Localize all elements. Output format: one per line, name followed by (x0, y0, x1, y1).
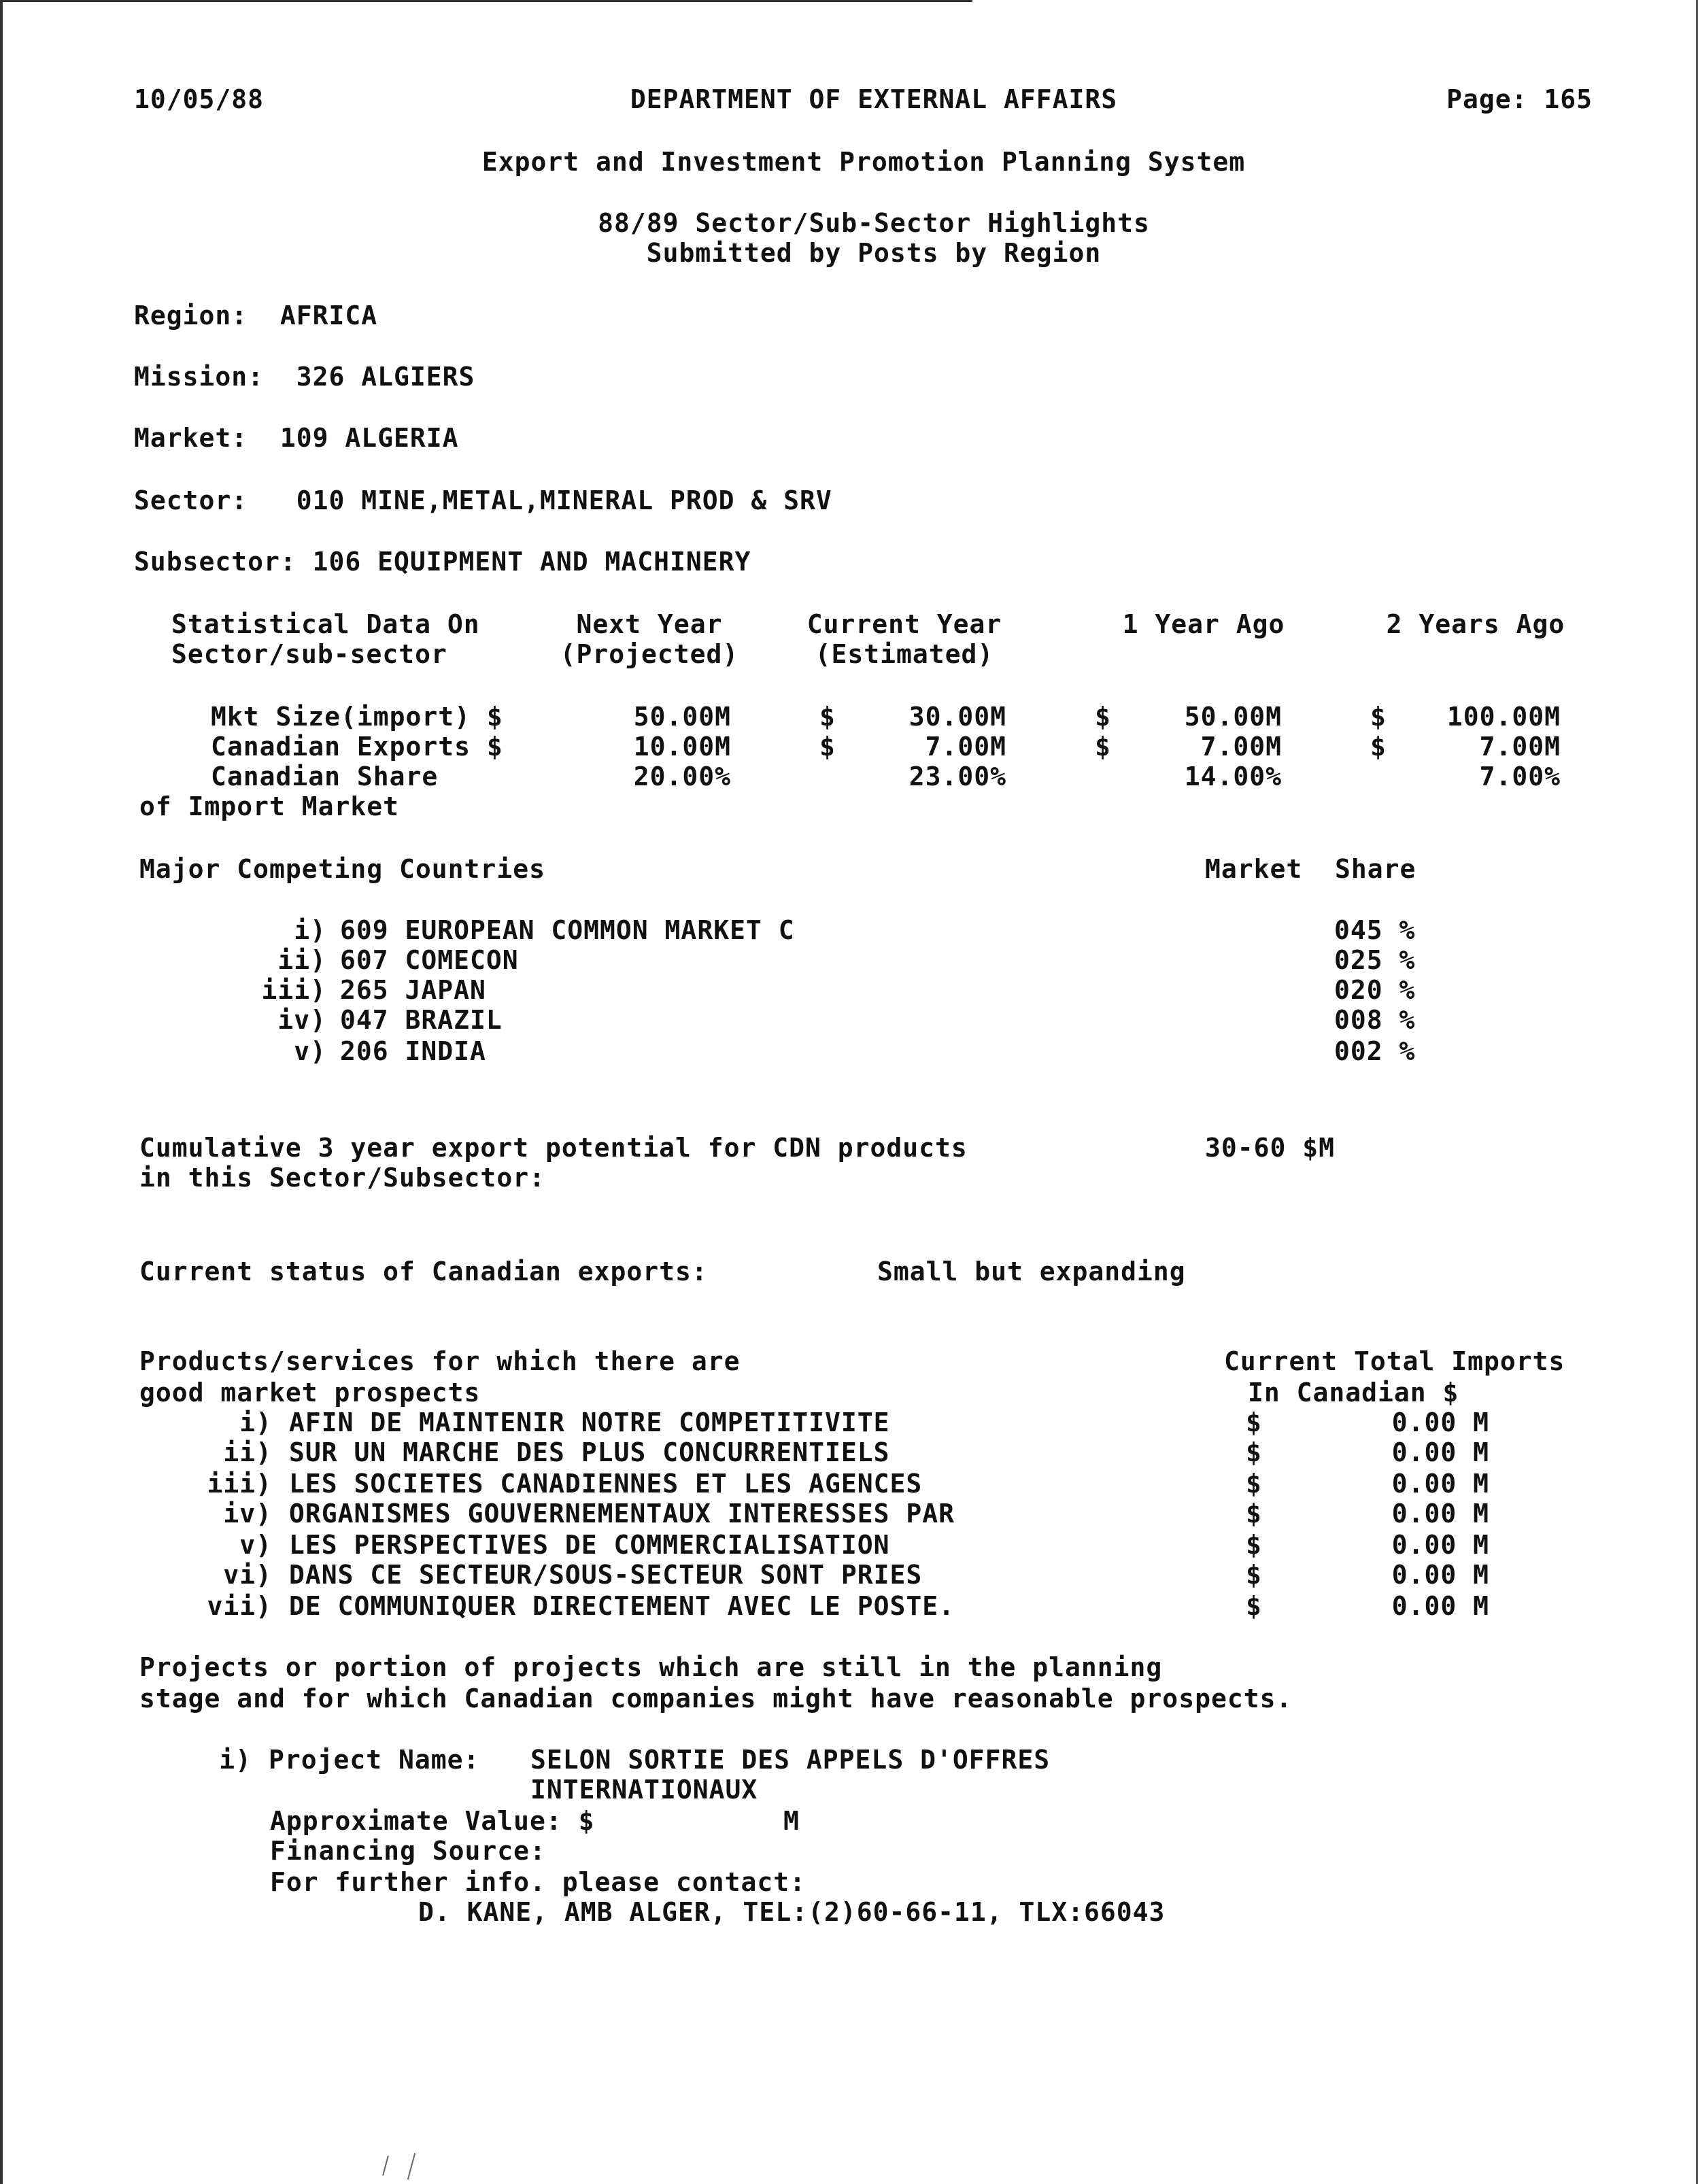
products-title: Products/services for which there are (139, 1346, 741, 1376)
stats-value: 100.00M (1446, 702, 1561, 732)
market-line: Market: 109 ALGERIA (134, 423, 459, 453)
report-date: 10/05/88 (134, 84, 265, 114)
project-name-2: INTERNATIONAUX (530, 1775, 758, 1805)
scan-left-edge (0, 0, 3, 2184)
product-currency: $ (1246, 1437, 1262, 1467)
competitor-name: 607 COMECON (340, 945, 519, 975)
page-number: Page: 165 (1446, 84, 1593, 114)
product-import-value: 0.00 M (1391, 1469, 1489, 1499)
report-subtitle: 88/89 Sector/Sub-Sector Highlights (598, 208, 1150, 238)
item-number: i) (294, 915, 326, 945)
stats-value: 20.00% (633, 762, 731, 791)
product-name: LES PERSPECTIVES DE COMMERCIALISATION (289, 1530, 890, 1560)
stats-currency: $ (819, 702, 836, 732)
contact-info: D. KANE, AMB ALGER, TEL:(2)60-66-11, TLX:66043 (418, 1897, 1166, 1927)
region-line: Region: AFRICA (134, 301, 378, 330)
product-currency: $ (1246, 1407, 1262, 1437)
product-name: SUR UN MARCHE DES PLUS CONCURRENTIELS (289, 1437, 890, 1467)
stats-header-label: Statistical Data On (171, 609, 480, 639)
imports-header-2: In Canadian $ (1248, 1378, 1459, 1407)
product-currency: $ (1246, 1499, 1262, 1529)
sector-line: Sector: 010 MINE,METAL,MINERAL PROD & SRV (134, 485, 832, 515)
product-currency: $ (1246, 1591, 1262, 1621)
pen-mark (382, 2155, 389, 2175)
product-name: DE COMMUNIQUER DIRECTEMENT AVEC LE POSTE. (289, 1591, 955, 1621)
competitor-name: 609 EUROPEAN COMMON MARKET C (340, 915, 795, 945)
project-name: SELON SORTIE DES APPELS D'OFFRES (530, 1745, 1051, 1775)
col-current-year-sub: (Estimated) (815, 639, 994, 669)
product-name: LES SOCIETES CANADIENNES ET LES AGENCES (289, 1469, 923, 1499)
product-import-value: 0.00 M (1391, 1437, 1489, 1467)
contact-label: For further info. please contact: (270, 1867, 806, 1897)
products-title-2: good market prospects (139, 1378, 481, 1407)
item-number: v) (239, 1530, 272, 1560)
col-2-years-ago: 2 Years Ago (1386, 609, 1565, 639)
stats-currency: $ (819, 732, 836, 762)
approx-value-unit: M (783, 1806, 800, 1836)
col-current-year: Current Year (806, 609, 1002, 639)
status-value: Small but expanding (877, 1257, 1186, 1286)
col-next-year-sub: (Projected) (560, 639, 739, 669)
product-name: DANS CE SECTEUR/SOUS-SECTEUR SONT PRIES (289, 1560, 923, 1590)
competitor-name: 265 JAPAN (340, 975, 486, 1005)
product-currency: $ (1246, 1530, 1262, 1560)
item-number: ii) (277, 945, 326, 975)
stats-share-continuation: of Import Market (139, 791, 400, 821)
stats-value: 50.00M (633, 702, 731, 732)
product-import-value: 0.00 M (1391, 1591, 1489, 1621)
approx-value-label: Approximate Value: $ (270, 1806, 595, 1836)
competitor-share: 008 % (1334, 1005, 1416, 1035)
market-share-header: Market Share (1205, 854, 1416, 884)
stats-value: 14.00% (1184, 762, 1282, 791)
item-number: i) (239, 1407, 272, 1437)
competitor-share: 020 % (1334, 975, 1416, 1005)
stats-currency: $ (1095, 702, 1111, 732)
stats-row-label: Canadian Share (211, 762, 439, 791)
stats-value: 7.00M (1479, 732, 1561, 762)
potential-value: 30-60 $M (1205, 1133, 1336, 1163)
stats-header-label-2: Sector/sub-sector (171, 639, 447, 669)
product-name: AFIN DE MAINTENIR NOTRE COMPETITIVITE (289, 1407, 890, 1437)
item-number: iii) (207, 1469, 272, 1499)
stats-value: 23.00% (909, 762, 1006, 791)
imports-header: Current Total Imports (1224, 1346, 1565, 1376)
col-1-year-ago: 1 Year Ago (1122, 609, 1285, 639)
project-name-label: Project Name: (269, 1745, 480, 1775)
projects-title: Projects or portion of projects which are still in the planning (139, 1652, 1163, 1682)
product-import-value: 0.00 M (1391, 1499, 1489, 1529)
item-number: iii) (261, 975, 326, 1005)
item-number: i) (219, 1745, 252, 1775)
stats-currency: $ (1095, 732, 1111, 762)
item-number: ii) (223, 1437, 272, 1467)
projects-title-2: stage and for which Canadian companies might have reasonable prospects. (139, 1684, 1293, 1713)
stats-currency: $ (1370, 702, 1387, 732)
mission-line: Mission: 326 ALGIERS (134, 362, 475, 392)
system-title: Export and Investment Promotion Planning System (481, 147, 1246, 177)
item-number: v) (294, 1036, 326, 1066)
stats-value: 7.00M (925, 732, 1006, 762)
competitor-name: 047 BRAZIL (340, 1005, 503, 1035)
competitors-title: Major Competing Countries (139, 854, 545, 884)
department-title: DEPARTMENT OF EXTERNAL AFFAIRS (630, 84, 1118, 114)
item-number: vii) (207, 1591, 272, 1621)
status-label: Current status of Canadian exports: (139, 1257, 708, 1286)
stats-currency: $ (1370, 732, 1387, 762)
product-import-value: 0.00 M (1391, 1560, 1489, 1590)
competitor-share: 002 % (1334, 1036, 1416, 1066)
pen-mark (407, 2153, 415, 2179)
item-number: vi) (223, 1560, 272, 1590)
stats-value: 10.00M (633, 732, 731, 762)
stats-value: 50.00M (1184, 702, 1282, 732)
product-currency: $ (1246, 1469, 1262, 1499)
potential-label: Cumulative 3 year export potential for CDN products (139, 1133, 968, 1163)
scan-top-edge (0, 0, 972, 2)
col-next-year: Next Year (576, 609, 723, 639)
competitor-share: 025 % (1334, 945, 1416, 975)
potential-label-2: in this Sector/Subsector: (139, 1163, 545, 1193)
stats-value: 7.00M (1200, 732, 1282, 762)
stats-row-label: Mkt Size(import) $ (211, 702, 503, 732)
financing-label: Financing Source: (270, 1836, 546, 1866)
item-number: iv) (277, 1005, 326, 1035)
report-subtitle-2: Submitted by Posts by Region (646, 238, 1102, 268)
stats-value: 7.00% (1479, 762, 1561, 791)
stats-row-label: Canadian Exports $ (211, 732, 503, 762)
item-number: iv) (223, 1499, 272, 1529)
competitor-share: 045 % (1334, 915, 1416, 945)
stats-value: 30.00M (909, 702, 1006, 732)
product-import-value: 0.00 M (1391, 1407, 1489, 1437)
product-import-value: 0.00 M (1391, 1530, 1489, 1560)
subsector-line: Subsector: 106 EQUIPMENT AND MACHINERY (134, 547, 751, 577)
product-currency: $ (1246, 1560, 1262, 1590)
competitor-name: 206 INDIA (340, 1036, 486, 1066)
product-name: ORGANISMES GOUVERNEMENTAUX INTERESSES PAR (289, 1499, 955, 1529)
